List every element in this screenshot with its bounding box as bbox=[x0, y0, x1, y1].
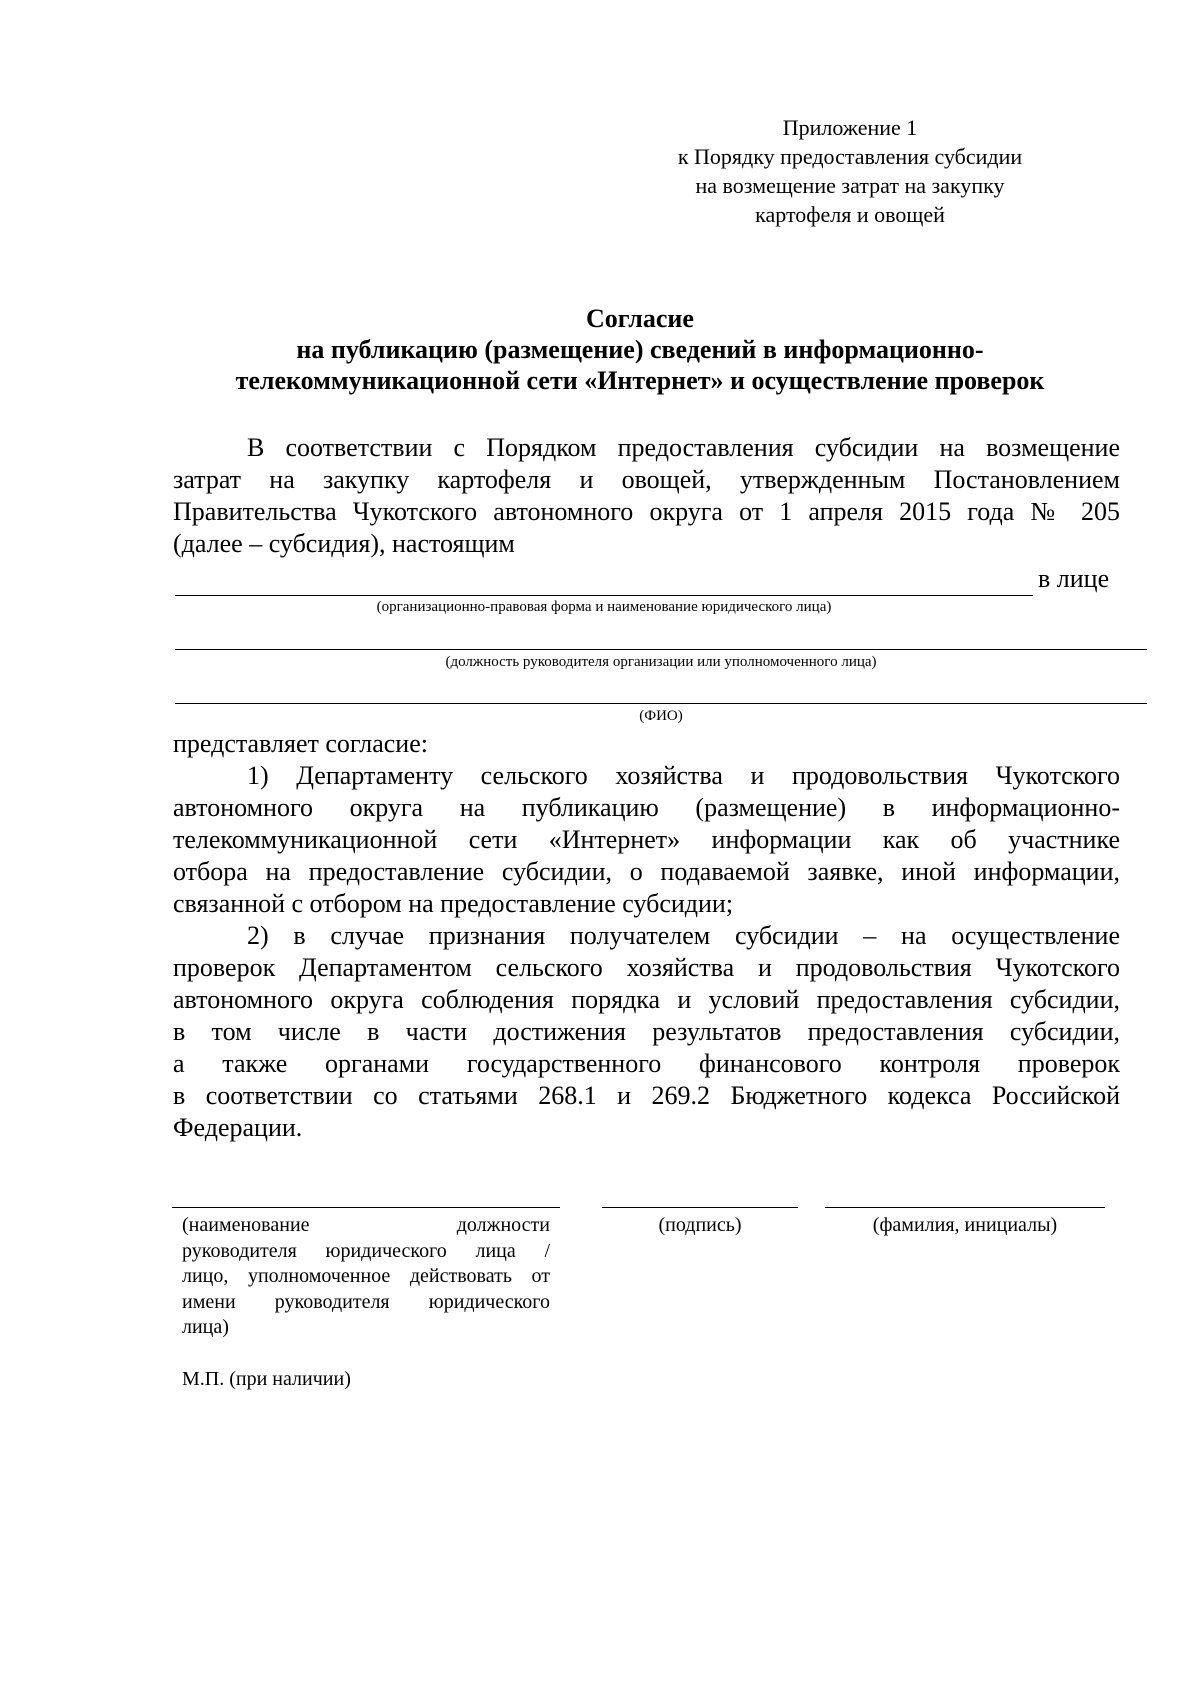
intro-paragraph bbox=[173, 432, 1120, 560]
position-caption-line: руководителя юридического лица / bbox=[182, 1239, 550, 1262]
title-line: телекоммуникационной сети «Интернет» и осуществление проверок bbox=[235, 366, 1045, 395]
consent-item-1-line: связанной с отбором на предоставление субсидии; bbox=[173, 889, 734, 918]
in-face-label: в лице bbox=[1038, 564, 1110, 593]
organization-field[interactable] bbox=[175, 595, 1033, 596]
position-signature-field[interactable] bbox=[172, 1207, 560, 1208]
title-line: Согласие bbox=[586, 304, 694, 333]
position-field[interactable] bbox=[175, 649, 1147, 650]
document-title bbox=[160, 303, 1120, 396]
consent-item-2-line: автономного округа соблюдения порядка и условий предоставления субсидии, bbox=[173, 985, 1120, 1014]
consent-item-2-line: в соответствии со статьями 268.1 и 269.2 Бюджетного кодекса Российской bbox=[173, 1081, 1120, 1110]
consent-item-2-line: Федерации. bbox=[173, 1113, 303, 1142]
consent-item-2-line: в том числе в части достижения результатов предоставления субсидии, bbox=[173, 1017, 1120, 1046]
organization-caption: (организационно-правовая форма и наименование юридического лица) bbox=[376, 599, 832, 615]
name-initials-caption: (фамилия, инициалы) bbox=[872, 1214, 1058, 1236]
consent-item-2-line: проверок Департаментом сельского хозяйства и продовольствия Чукотского bbox=[173, 953, 1120, 982]
consent-item-1-line: 1) Департаменту сельского хозяйства и продовольствия Чукотского bbox=[247, 761, 1120, 790]
consent-item-2-line: а также органами государственного финансового контроля проверок bbox=[173, 1049, 1120, 1078]
stamp-label: М.П. (при наличии) bbox=[182, 1368, 351, 1390]
appendix-header bbox=[640, 113, 1060, 229]
position-caption-line: имени руководителя юридического bbox=[182, 1290, 550, 1313]
fio-caption: (ФИО) bbox=[639, 708, 683, 724]
name-initials-field[interactable] bbox=[825, 1207, 1105, 1208]
appendix-line: на возмещение затрат на закупку bbox=[695, 173, 1005, 198]
consent-item-1 bbox=[173, 760, 1120, 920]
intro-line: Правительства Чукотского автономного округа от 1 апреля 2015 года № 205 bbox=[173, 497, 1120, 526]
appendix-line: Приложение 1 bbox=[782, 115, 918, 140]
position-caption-line: лица) bbox=[182, 1316, 229, 1338]
position-caption: (должность руководителя организации или уполномоченного лица) bbox=[445, 654, 877, 670]
position-signature-caption bbox=[182, 1213, 550, 1341]
consent-item-1-line: автономного округа на публикацию (размещение) в информационно- bbox=[173, 793, 1120, 822]
consent-item-1-line: телекоммуникационной сети «Интернет» информации как об участнике bbox=[173, 825, 1120, 854]
intro-line: В соответствии с Порядком предоставления субсидии на возмещение bbox=[247, 433, 1120, 462]
consent-lead-text: представляет согласие: bbox=[173, 729, 428, 758]
position-caption-line: (наименование должности bbox=[182, 1214, 550, 1236]
intro-line: затрат на закупку картофеля и овощей, утвержденным Постановлением bbox=[173, 465, 1120, 494]
title-line: на публикацию (размещение) сведений в информационно- bbox=[296, 335, 984, 364]
signature-field[interactable] bbox=[602, 1207, 798, 1208]
consent-item-2-line: 2) в случае признания получателем субсидии – на осуществление bbox=[247, 921, 1120, 950]
consent-item-1-line: отбора на предоставление субсидии, о подаваемой заявке, иной информации, bbox=[173, 857, 1120, 886]
position-caption-line: лицо, уполномоченное действовать от bbox=[182, 1265, 550, 1287]
appendix-line: картофеля и овощей bbox=[755, 202, 945, 227]
intro-line: (далее – субсидия), настоящим bbox=[173, 529, 515, 558]
consent-item-2 bbox=[173, 920, 1120, 1144]
appendix-line: к Порядку предоставления субсидии bbox=[677, 144, 1023, 169]
consent-lead bbox=[173, 728, 1120, 760]
fio-field[interactable] bbox=[175, 703, 1147, 704]
signature-caption: (подпись) bbox=[658, 1214, 742, 1236]
